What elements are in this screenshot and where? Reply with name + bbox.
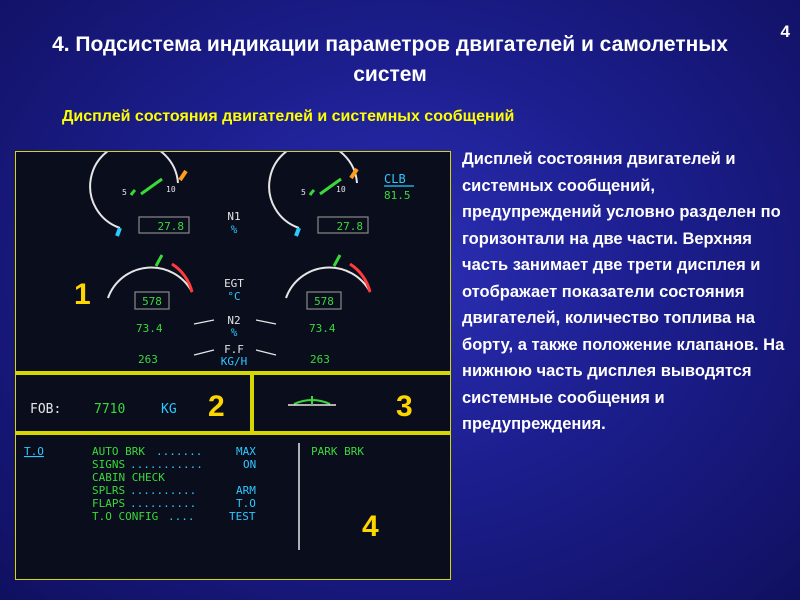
fuel-unit: KG: [161, 402, 177, 417]
memo-item-name: SIGNS: [92, 458, 126, 471]
engine-section: [74, 152, 414, 368]
n1-unit: %: [230, 223, 238, 236]
memo-right-message: PARK BRK: [311, 445, 364, 458]
memo-item-status: TEST: [229, 510, 256, 523]
slide-subtitle: Дисплей состояния двигателей и системных сообщений: [62, 108, 515, 125]
valve-position-icon: [288, 396, 336, 405]
memo-item-dots: ....: [168, 510, 195, 523]
slide-number: 4: [780, 22, 790, 41]
n1-right-scale-5: 5: [301, 188, 306, 197]
memo-item-status: ON: [243, 458, 257, 471]
memo-item-status: T.O: [236, 497, 256, 510]
ff-left-value: 263: [138, 353, 158, 366]
egt-right-gauge: [286, 255, 370, 309]
ecam-display: [15, 151, 451, 580]
zone-number-3: 3: [396, 390, 413, 423]
memo-item-name: T.O CONFIG: [92, 510, 159, 523]
section-dividers: [16, 373, 450, 433]
egt-left-gauge: [108, 255, 192, 309]
egt-unit: °C: [227, 290, 241, 303]
n2-left-value: 73.4: [136, 322, 163, 335]
ff-label: F.F: [224, 343, 244, 356]
memo-title: T.O: [24, 445, 44, 458]
ff-right-value: 263: [310, 353, 330, 366]
n1-right-value: 27.8: [336, 220, 363, 233]
memo-section: [24, 443, 379, 550]
n1-left-scale-5: 5: [122, 188, 127, 197]
fuel-label: FOB:: [30, 402, 62, 417]
n1-left-gauge: [90, 152, 189, 236]
memo-item-name: CABIN CHECK: [92, 471, 165, 484]
n2-unit: %: [230, 326, 238, 339]
n1-left-value: 27.8: [157, 220, 184, 233]
zone-number-4: 4: [362, 510, 379, 543]
n1-label: N1: [227, 210, 241, 223]
memo-item-dots: ..........: [130, 497, 197, 510]
n2-label: N2: [227, 314, 241, 327]
zone-number-1: 1: [74, 278, 91, 311]
n2-right-value: 73.4: [309, 322, 336, 335]
egt-label: EGT: [224, 277, 244, 290]
n1-left-scale-10: 10: [166, 185, 176, 194]
memo-item-name: FLAPS: [92, 497, 126, 510]
zone-number-2: 2: [208, 390, 225, 423]
memo-item-status: ARM: [236, 484, 256, 497]
fuel-value: 7710: [94, 402, 126, 417]
slide-description: Дисплей состояния двигателей и системных сообщений, предупреждений условно разделен по горизонтали на две части. Верхняя часть занимает две трети дисплея и отображает показатели состояния двигателей, количество топлива на борту, а также положение клапанов. На нижнюю часть дисплея выводятся системные сообщения и предупреждения.: [462, 150, 785, 433]
egt-left-value: 578: [142, 295, 162, 308]
memo-item-dots: ...........: [130, 458, 203, 471]
egt-right-value: 578: [314, 295, 334, 308]
ff-unit: KG/H: [220, 355, 248, 368]
valves-section: [288, 390, 413, 423]
n1-right-scale-10: 10: [336, 185, 346, 194]
slide-title: 4. Подсистема индикации параметров двигателей и самолетных систем: [52, 33, 728, 86]
thrust-mode: CLB: [384, 172, 406, 186]
memo-item-name: AUTO BRK: [92, 445, 145, 458]
memo-item-name: SPLRS: [92, 484, 126, 497]
fuel-section: [30, 390, 225, 423]
n1-right-gauge: [269, 152, 368, 236]
thrust-limit: 81.5: [384, 189, 411, 202]
ecam-display-screen: [16, 152, 450, 579]
memo-item-dots: .......: [156, 445, 203, 458]
memo-item-status: MAX: [236, 445, 256, 458]
memo-item-dots: ..........: [130, 484, 197, 497]
